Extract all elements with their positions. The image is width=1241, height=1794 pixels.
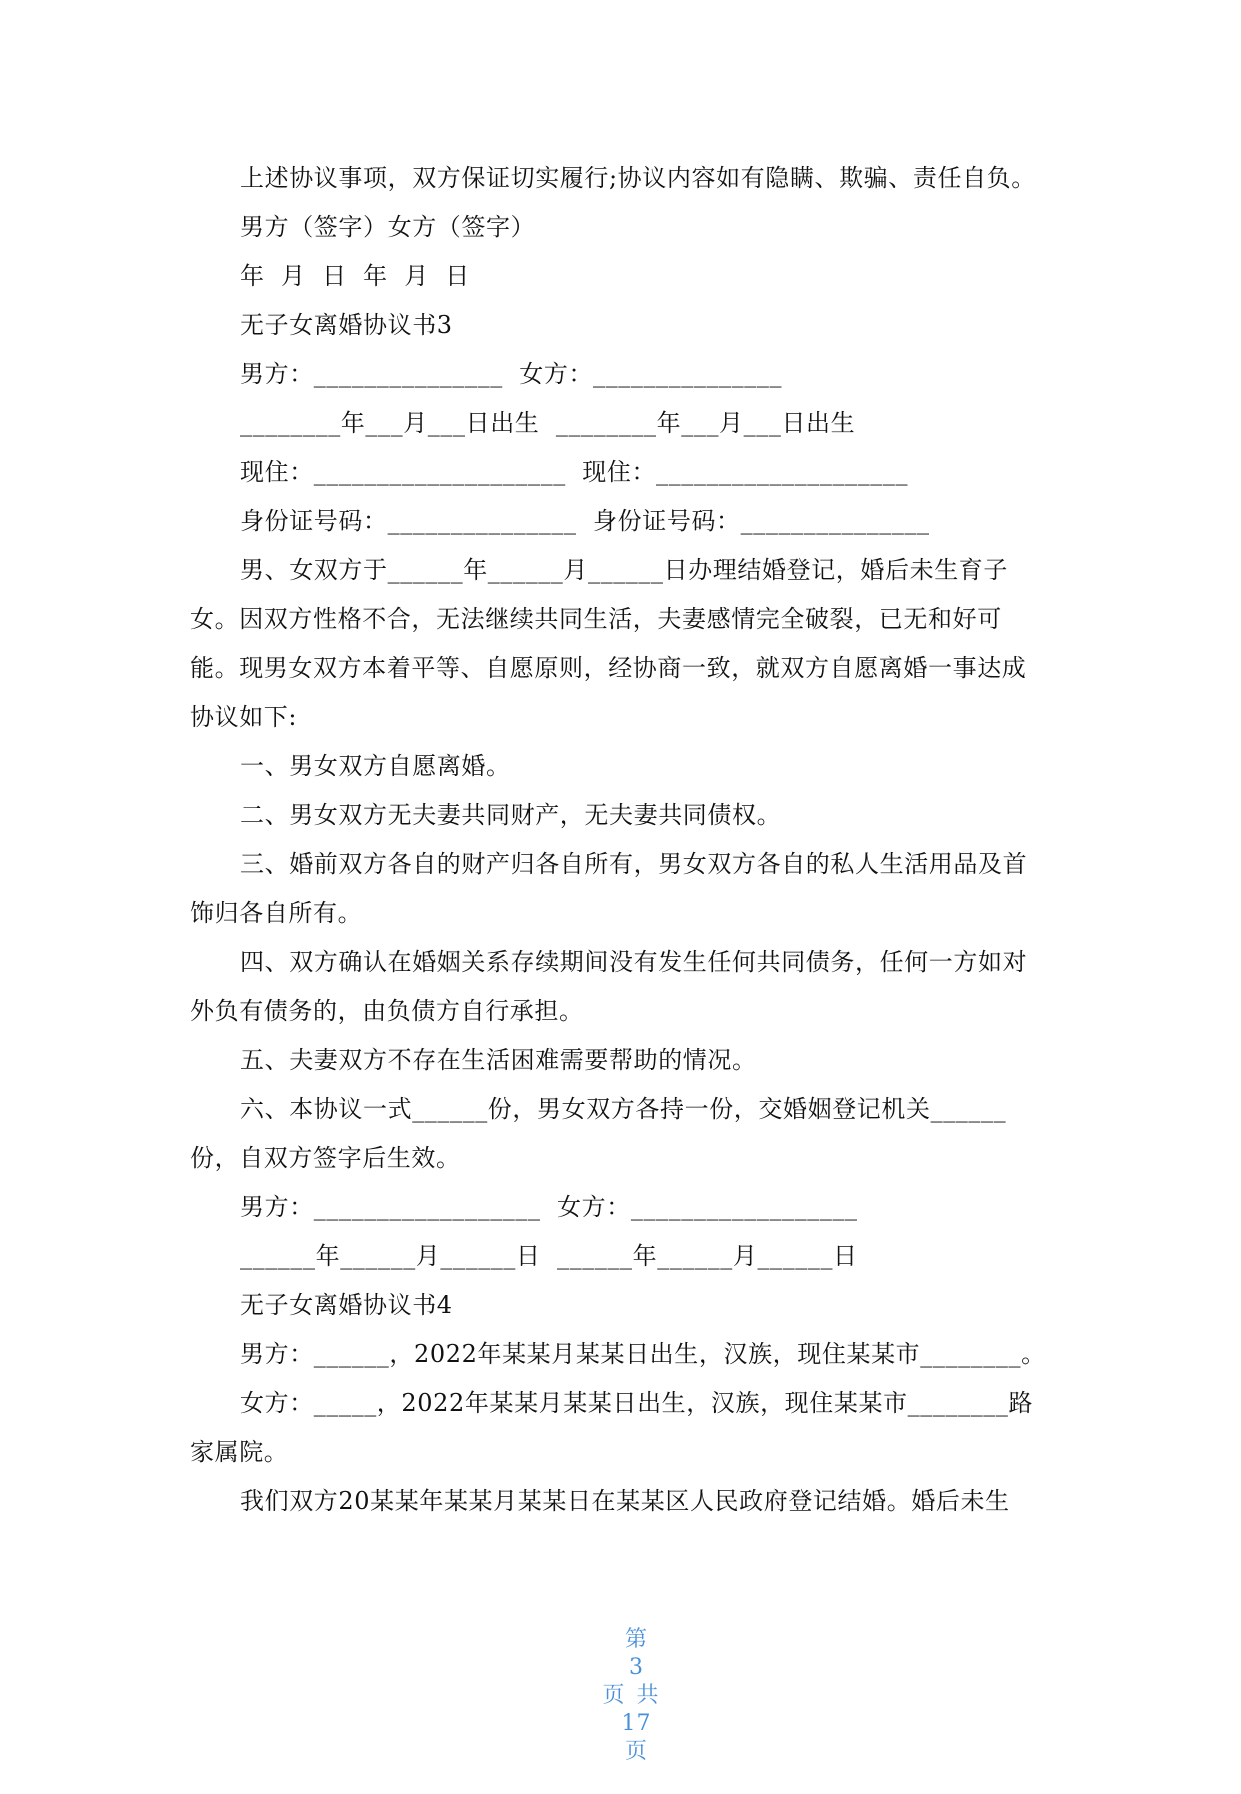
date-line: ______年______月______日 ______年______月______日 <box>240 1242 858 1270</box>
signature-line: 男方：__________________ 女方：__________________ <box>240 1193 858 1221</box>
signature-line: 男方（签字）女方（签字） <box>240 213 536 241</box>
total-pages-number: 17 <box>621 1711 652 1736</box>
clause-line: 四、双方确认在婚姻关系存续期间没有发生任何共同债务，任何一方如对 <box>240 948 1028 976</box>
paragraph-line: 女。因双方性格不合，无法继续共同生活，夫妻感情完全破裂，已无和好可 <box>190 605 1002 633</box>
clause-line: 一、男女双方自愿离婚。 <box>240 752 511 780</box>
clause-line: 份，自双方签字后生效。 <box>190 1144 461 1172</box>
paragraph-line: 男、女双方于______年______月______日办理结婚登记，婚后未生育子 <box>240 556 1008 584</box>
current-page-number: 3 <box>628 1655 644 1680</box>
paragraph-line: 上述协议事项，双方保证切实履行;协议内容如有隐瞒、欺骗、责任自负。 <box>240 164 1036 192</box>
paragraph-line: 能。现男女双方本着平等、自愿原则，经协商一致，就双方自愿离婚一事达成 <box>190 654 1027 682</box>
clause-line: 二、男女双方无夫妻共同财产，无夫妻共同债权。 <box>240 801 782 829</box>
page-label-mid: 页共 <box>602 1683 671 1708</box>
clause-line: 三、婚前双方各自的财产归各自所有，男女双方各自的私人生活用品及首 <box>240 850 1028 878</box>
party-line: 女方：_____，2022年某某月某某日出生，汉族，现住某某市________路 <box>240 1389 1034 1417</box>
section-title: 无子女离婚协议书3 <box>240 311 453 339</box>
clause-line: 五、夫妻双方不存在生活困难需要帮助的情况。 <box>240 1046 757 1074</box>
clause-line: 饰归各自所有。 <box>190 899 363 927</box>
paragraph-line: 我们双方20某某年某某月某某日在某某区人民政府登记结婚。婚后未生 <box>240 1487 1010 1515</box>
page-footer <box>0 1598 1241 1794</box>
section-title: 无子女离婚协议书4 <box>240 1291 453 1319</box>
page-label-suffix: 页 <box>624 1739 648 1764</box>
clause-line: 六、本协议一式______份，男女双方各持一份，交婚姻登记机关______ <box>240 1095 1007 1123</box>
date-line: 年 月 日 年 月 日 <box>240 262 470 290</box>
clause-line: 外负有债务的，由负债方自行承担。 <box>190 997 584 1025</box>
form-line: 现住：____________________ 现住：____________________ <box>240 458 909 486</box>
paragraph-line: 协议如下: <box>190 703 298 731</box>
party-line: 家属院。 <box>190 1438 289 1466</box>
party-line: 男方：______，2022年某某月某某日出生，汉族，现住某某市________。 <box>240 1340 1046 1368</box>
form-line: ________年___月___日出生 ________年___月___日出生 <box>240 409 856 437</box>
form-line: 男方：_______________ 女方：_______________ <box>240 360 783 388</box>
page-label-prefix: 第 <box>624 1627 648 1652</box>
form-line: 身份证号码：_______________ 身份证号码：_______________ <box>240 507 930 535</box>
